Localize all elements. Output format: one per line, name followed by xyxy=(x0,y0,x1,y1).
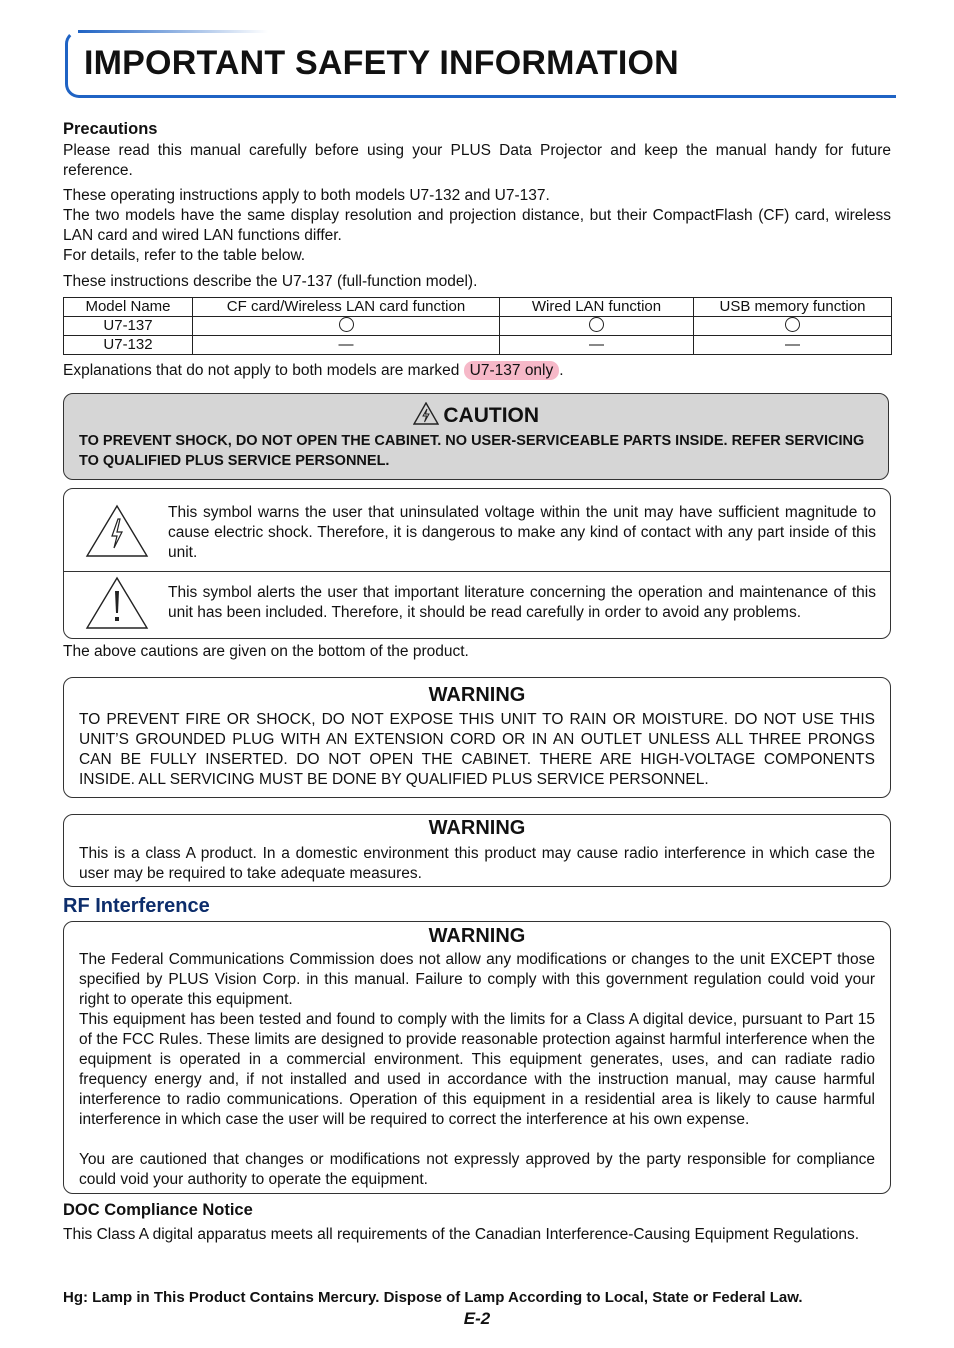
precautions-paragraph-5: These instructions describe the U7-137 (full-function model). xyxy=(63,273,478,290)
lightning-warning-icon xyxy=(413,402,439,425)
table-cell-usb: — xyxy=(694,336,892,355)
warning-title: WARNING xyxy=(428,684,526,706)
warning-title: WARNING xyxy=(428,925,526,947)
supported-circle-icon xyxy=(339,317,354,332)
warning-title: WARNING xyxy=(428,817,526,839)
table-cell-cf xyxy=(193,317,500,336)
mercury-note: Hg: Lamp in This Product Contains Mercury. Dispose of Lamp According to Local, State or Federal Law. xyxy=(63,1289,803,1306)
exclamation-triangle-icon xyxy=(84,575,150,631)
explanation-line xyxy=(63,361,891,381)
precautions-paragraph-2: These operating instructions apply to both models U7-132 and U7-137. xyxy=(63,187,550,204)
divider xyxy=(64,571,890,572)
table-cell-cf: — xyxy=(193,336,500,355)
rf-interference-heading: RF Interference xyxy=(63,895,210,917)
model-badge: U7-137 only xyxy=(464,361,560,380)
supported-circle-icon xyxy=(785,317,800,332)
caution-body: TO PREVENT SHOCK, DO NOT OPEN THE CABINET. NO USER-SERVICEABLE PARTS INSIDE. REFER SERVICING TO QUALIFIED PLUS SERVICE PERSONNEL. xyxy=(79,433,865,469)
warning-body: This is a class A product. In a domestic environment this product may cause radio interference in which case the user may be required to take adequate measures. xyxy=(79,845,875,882)
table-row xyxy=(64,317,892,336)
precautions-paragraph-3: The two models have the same display resolution and projection distance, but their CompactFlash (CF) card, wireless LAN card and wired LAN functions differ. xyxy=(63,207,891,244)
warning-box-fcc xyxy=(63,921,891,1194)
table-cell-wired xyxy=(500,317,694,336)
caution-box xyxy=(63,393,889,480)
table-header-cell: CF card/Wireless LAN card function xyxy=(193,298,500,317)
page-title: IMPORTANT SAFETY INFORMATION xyxy=(84,44,679,82)
lightning-triangle-icon xyxy=(84,503,150,559)
supported-circle-icon xyxy=(589,317,604,332)
precautions-paragraph-4: For details, refer to the table below. xyxy=(63,247,306,264)
doc-compliance-body: This Class A digital apparatus meets all requirements of the Canadian Interference-Causing Equipment Regulations. xyxy=(63,1226,860,1243)
fcc-paragraph-1: The Federal Communications Commission does not allow any modifications or changes to the unit EXCEPT those specified by PLUS Vision Corp. in this manual. Failure to comply with this government regulation could void your right to operate this equipment. xyxy=(79,951,875,1008)
precautions-heading: Precautions xyxy=(63,120,158,138)
symbols-note: The above cautions are given on the bottom of the product. xyxy=(63,643,469,660)
warning-body: TO PREVENT FIRE OR SHOCK, DO NOT EXPOSE THIS UNIT TO RAIN OR MOISTURE. DO NOT USE THIS UNIT’S GROUNDED PLUG WITH AN EXTENSION CORD OR IN AN OUTLET UNLESS ALL THREE PRONGS CAN BE FULLY INSERTED. DO NOT OPEN THE CABINET. THERE ARE HIGH-VOLTAGE COMPONENTS INSIDE. ALL SERVICING MUST BE DONE BY QUALIFIED PLUS SERVICE PERSONNEL. xyxy=(79,711,875,788)
table-cell-model: U7-132 xyxy=(64,336,193,355)
warning-box-class-a xyxy=(63,814,891,887)
explanation-end: . xyxy=(559,362,564,379)
table-cell-wired: — xyxy=(500,336,694,355)
model-function-table xyxy=(63,297,892,355)
table-header-row xyxy=(64,298,892,317)
table-row xyxy=(64,336,892,355)
symbol-description: This symbol warns the user that uninsulated voltage within the unit may have sufficient magnitude to cause electric shock. Therefore, it is dangerous to make any kind of contact with any part inside of this unit. xyxy=(168,504,876,561)
caution-header xyxy=(64,402,888,428)
table-cell-model: U7-137 xyxy=(64,317,193,336)
table-header-cell: Wired LAN function xyxy=(500,298,694,317)
explanation-text: Explanations that do not apply to both models are marked xyxy=(63,362,460,379)
table-cell-usb xyxy=(694,317,892,336)
table-header-cell: Model Name xyxy=(64,298,193,317)
doc-compliance-heading: DOC Compliance Notice xyxy=(63,1201,253,1219)
table-header-cell: USB memory function xyxy=(694,298,892,317)
fcc-paragraph-3: You are cautioned that changes or modifications not expressly approved by the party responsible for compliance could void your authority to operate the equipment. xyxy=(79,1151,875,1188)
title-frame-accent xyxy=(78,30,268,33)
caution-title: CAUTION xyxy=(443,404,540,427)
symbols-box xyxy=(63,488,891,639)
symbol-description: This symbol alerts the user that important literature concerning the operation and maintenance of this unit has been included. Therefore, it should be read carefully in order to avoid any problems. xyxy=(168,584,876,621)
page-number: E-2 xyxy=(463,1309,491,1328)
fcc-paragraph-2: This equipment has been tested and found to comply with the limits for a Class A digital device, pursuant to Part 15 of the FCC Rules. These limits are designed to provide reasonable protection against harmful interference when the equipment is operated in a commercial environment. This equipment generates, uses, and can radiate radio frequency energy and, if not installed and used in accordance with the instruction manual, may cause harmful interference to radio communications. Operation of this equipment in a residential area is likely to cause harmful interference in which case the user will be required to correct the interference at his own expense. xyxy=(79,1011,875,1128)
warning-box-fire-shock xyxy=(63,677,891,798)
precautions-paragraph-1: Please read this manual carefully before using your PLUS Data Projector and keep the manual handy for future reference. xyxy=(63,142,891,179)
